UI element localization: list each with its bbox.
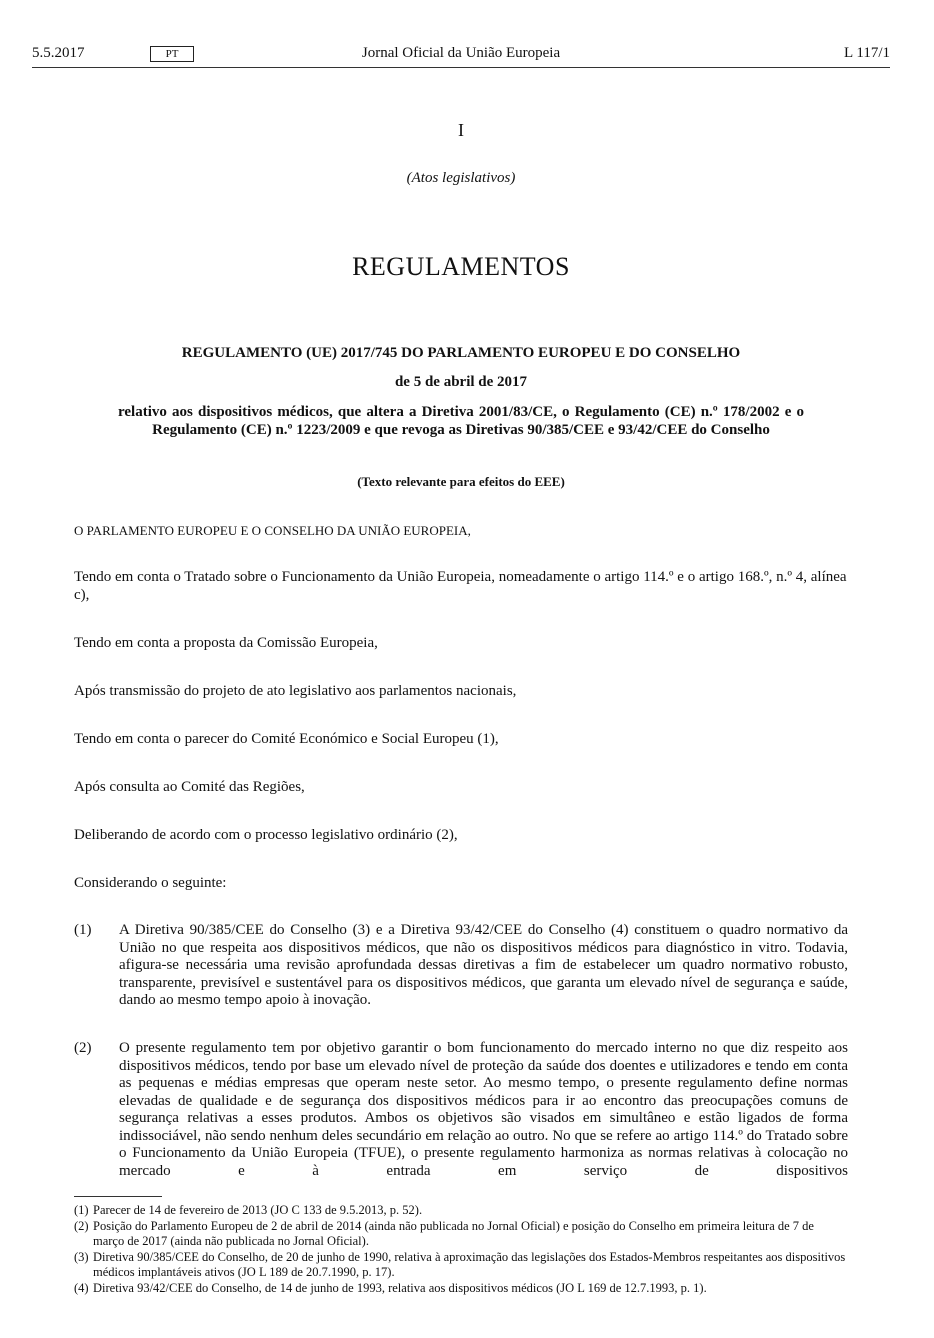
journal-name: Jornal Oficial da União Europeia xyxy=(361,45,561,61)
citation: Após transmissão do projeto de ato legislativo aos parlamentos nacionais, xyxy=(74,683,517,699)
footnote xyxy=(74,1281,848,1296)
citation: Considerando o seguinte: xyxy=(74,875,227,891)
footnote-mark: (2) xyxy=(74,1219,89,1233)
footnote xyxy=(74,1219,848,1249)
footnote-text: Diretiva 93/42/CEE do Conselho, de 14 de junho de 1993, relativa aos dispositivos médicos (JO L 169 de 12.7.1993, p. 1). xyxy=(93,1281,707,1295)
footnote-mark: (4) xyxy=(74,1281,89,1295)
series-number: I xyxy=(458,120,464,140)
recital-number: (1) xyxy=(74,922,92,938)
citation: Tendo em conta o parecer do Comité Económico e Social Europeu (1), xyxy=(74,731,499,747)
header-divider xyxy=(32,67,890,68)
citation: Tendo em conta a proposta da Comissão Europeia, xyxy=(74,635,378,651)
footnote xyxy=(74,1250,848,1280)
footnote xyxy=(74,1203,848,1218)
footnote-mark: (1) xyxy=(74,1203,89,1217)
language-badge: PT xyxy=(150,46,194,62)
recital-text: A Diretiva 90/385/CEE do Conselho (3) e a Diretiva 93/42/CEE do Conselho (4) constituem o quadro normativo da União no que respeita aos dispositivos médicos, que não os dispositivos médicos para diagnóstico in vitro. Todavia, afigura-se necessária uma revisão aprofundada dessas diretivas a fim de estabelecer um quadro normativo robusto, transparente, previsível e sustentável para os dispositivos médicos, que garanta um elevado nível de segurança e saúde, dando ao mesmo tempo apoio à inovação. xyxy=(119,922,848,1008)
regulation-title: REGULAMENTO (UE) 2017/745 DO PARLAMENTO EUROPEU E DO CONSELHO xyxy=(181,345,741,361)
footnote-divider xyxy=(74,1196,162,1197)
recital xyxy=(74,922,848,1010)
regulation-subject: relativo aos dispositivos médicos, que altera a Diretiva 2001/83/CE, o Regulamento (CE) n.º 178/2002 e o Regulamento (CE) n.º 1223/2009 e que revoga as Diretivas 90/385/CEE e 93/42/CEE do Conselho xyxy=(118,404,804,438)
recital xyxy=(74,1040,848,1180)
recital-number: (2) xyxy=(74,1040,92,1056)
footnote-text: Diretiva 90/385/CEE do Conselho, de 20 de junho de 1990, relativa à aproximação das legislações dos Estados-Membros respeitantes aos dispositivos médicos implantáveis ativos (JO L 189 de 20.7.1990, p. 17). xyxy=(93,1250,846,1279)
citation: Após consulta ao Comité das Regiões, xyxy=(74,779,305,795)
page-header xyxy=(32,43,890,63)
recital-text: O presente regulamento tem por objetivo garantir o bom funcionamento do mercado interno no que diz respeito aos dispositivos médicos, tendo por base um elevado nível de proteção da saúde dos doentes e utilizadores e tendo em conta as pequenas e médias empresas que operam neste setor. Ao mesmo tempo, o presente regulamento define normas elevadas de qualidade e de segurança dos dispositivos médicos para ir ao encontro das preocupações comuns de segurança relativas a esses produtos. Ambos os objetivos são visados em simultâneo e estão ligados de forma indissociável, não sendo nenhum deles secundário em relação ao outro. No que se refere ao artigo 114.º do Tratado sobre o Funcionamento da União Europeia (TFUE), o presente regulamento harmoniza as normas relativas à colocação no mercado e à entrada em serviço de dispositivos xyxy=(119,1040,848,1179)
citation: Deliberando de acordo com o processo legislativo ordinário (2), xyxy=(74,827,458,843)
footnotes xyxy=(74,1203,848,1297)
footnote-mark: (3) xyxy=(74,1250,89,1264)
regulation-date: de 5 de abril de 2017 xyxy=(394,374,528,390)
footnote-text: Posição do Parlamento Europeu de 2 de abril de 2014 (ainda não publicada no Jornal Oficial) e posição do Conselho em primeira leitura de 7 de março de 2017 (ainda não publicada no Jornal Oficial). xyxy=(93,1219,814,1248)
citation: Tendo em conta o Tratado sobre o Funcionamento da União Europeia, nomeadamente o artigo 114.º e o artigo 168.º, n.º 4, alínea c), xyxy=(74,569,847,603)
eea-note: (Texto relevante para efeitos do EEE) xyxy=(357,474,565,489)
section-title: REGULAMENTOS xyxy=(352,252,570,281)
acts-label: (Atos legislativos) xyxy=(406,170,516,186)
preamble-intro: O PARLAMENTO EUROPEU E O CONSELHO DA UNIÃO EUROPEIA, xyxy=(74,523,471,538)
footnote-text: Parecer de 14 de fevereiro de 2013 (JO C 133 de 9.5.2013, p. 52). xyxy=(93,1203,423,1217)
page-reference: L 117/1 xyxy=(844,45,890,61)
publication-date: 5.5.2017 xyxy=(32,45,85,61)
